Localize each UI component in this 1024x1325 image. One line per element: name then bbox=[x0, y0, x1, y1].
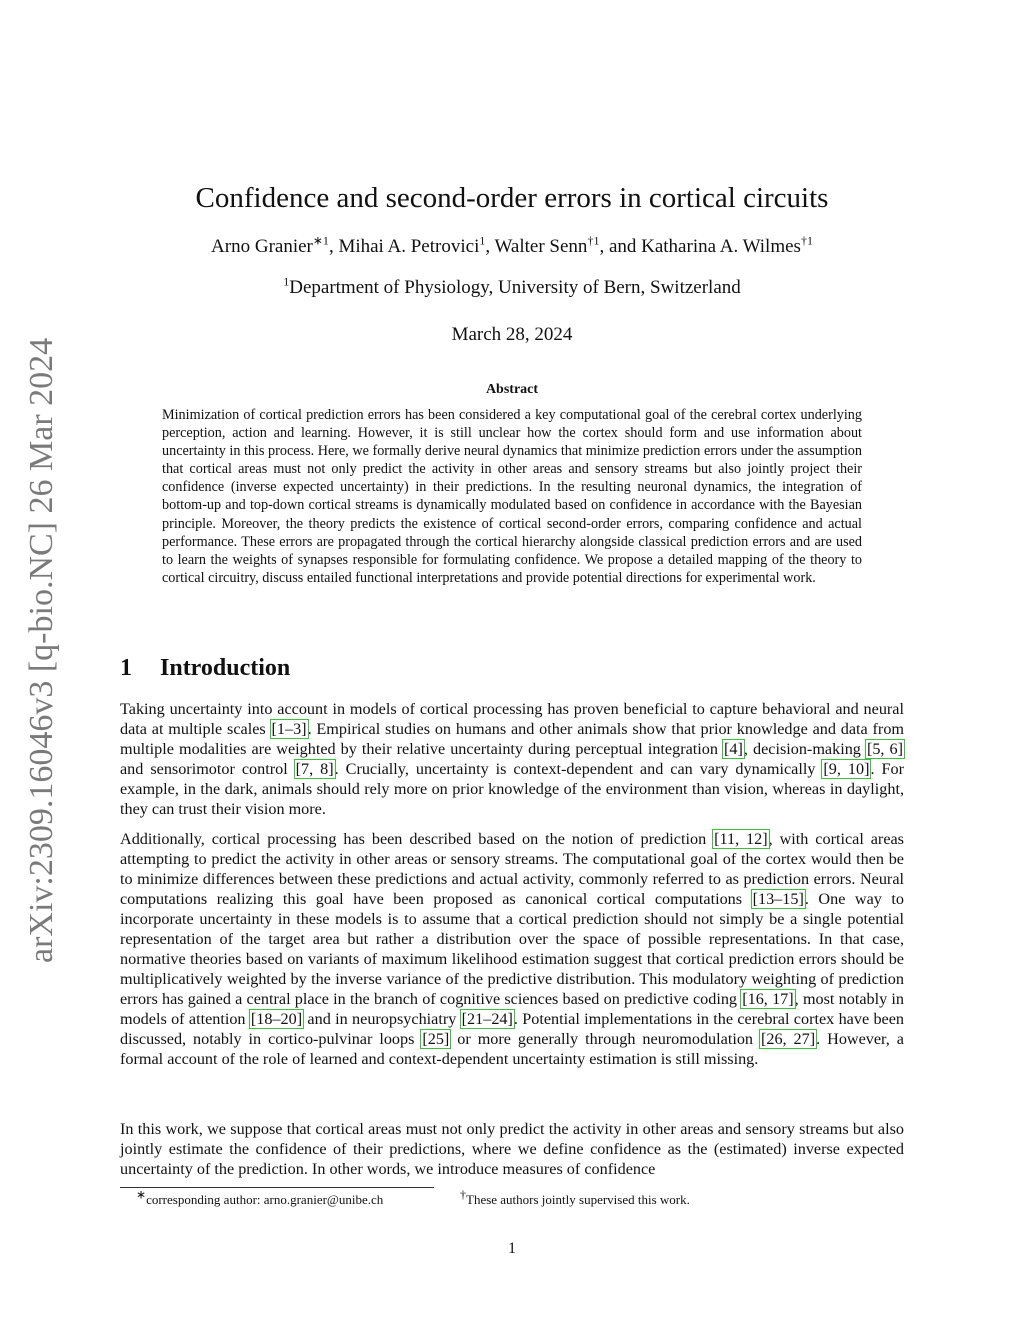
affiliation bbox=[0, 274, 1024, 299]
body-paragraph: In this work, we suppose that cortical areas must not only predict the activity in other areas and sensory streams but also jointly estimate the confidence of their predictions, where we define confidence as the (estimated) inverse expected uncertainty of the prediction. In other words, we introduce measures of confidence bbox=[120, 1120, 904, 1178]
footnote-supervision bbox=[460, 1187, 690, 1208]
footnote-mark: † bbox=[460, 1187, 466, 1202]
citation-link[interactable]: [18–20] bbox=[250, 1010, 303, 1028]
citation-link[interactable]: [9, 10] bbox=[823, 760, 870, 778]
citation-link[interactable]: [13–15] bbox=[752, 890, 804, 908]
citation-link[interactable]: [25] bbox=[422, 1030, 450, 1048]
affiliation-mark: 1 bbox=[283, 274, 290, 289]
author-list bbox=[0, 233, 1024, 258]
footnote-rule bbox=[120, 1187, 434, 1188]
citation-link[interactable]: [11, 12] bbox=[714, 830, 768, 848]
author-name: Katharina A. Wilmes bbox=[641, 236, 801, 257]
citation-link[interactable]: [26, 27] bbox=[760, 1030, 816, 1048]
abstract-body: Minimization of cortical prediction errors has been considered a key computational goal of the cerebral cortex underlying perception, action and learning. However, it is still unclear how the cortex should form and use information about uncertainty in this process. Here, we formally derive neural dynamics that minimize prediction errors under the assumption that cortical areas must not only predict the activity in other areas and sensory streams but also jointly project their confidence (inverse expected uncertainty) in their predictions. In the resulting neuronal dynamics, the integration of bottom-up and top-down cortical streams is dynamically modulated based on confidence in accordance with the Bayesian principle. Moreover, the theory predicts the existence of cortical second-order errors, comparing confidence and actual performance. These errors are propagated through the cortical hierarchy alongside classical prediction errors and are used to learn the weights of synapses responsible for formulating confidence. We propose a detailed mapping of the theory to cortical circuitry, discuss entailed functional interpretations and provide potential directions for experimental work. bbox=[162, 407, 862, 586]
body-paragraph: Additionally, cortical processing has been described based on the notion of prediction [11, 12], with cortical areas attempting to predict the activity in other areas or sensory streams. The computational goal of the cortex would then be to minimize differences between these predictions and actual activity, commonly referred to as prediction errors. Neural computations realizing this goal have been proposed as canonical cortical computations [13–15]. One way to incorporate uncertainty in these models is to assume that a cortical prediction should not simply be a single potential representation of the target area but rather a distribution over the space of possible representations. In that case, normative theories based on variants of maximum likelihood estimation suggest that cortical prediction errors should be multiplicatively weighted by the inverse variance of the predictive distribution. This modulatory weighting of prediction errors has gained a central place in the branch of cognitive sciences based on predictive coding [16, 17], most notably in models of attention [18–20] and in neuropsychiatry [21–24]. Potential implementations in the cerebral cortex have been discussed, notably in cortico-pulvinar loops [25] or more generally through neuromodulation [26, 27]. However, a formal account of the role of learned and context-dependent uncertainty estimation is still missing. bbox=[120, 830, 905, 1068]
section-title: Introduction bbox=[160, 655, 291, 681]
affiliation-text: Department of Physiology, University of Bern, Switzerland bbox=[289, 277, 741, 298]
author-mark: ∗1 bbox=[312, 233, 329, 248]
footnote-text: These authors jointly supervised this work. bbox=[466, 1192, 690, 1207]
section-heading bbox=[120, 655, 290, 682]
citation-link[interactable]: [1–3] bbox=[271, 720, 307, 738]
author-name: Mihai A. Petrovici bbox=[338, 236, 480, 257]
body-paragraph: Taking uncertainty into account in models of cortical processing has proven beneficial to capture behavioral and neural data at multiple scales [1–3]. Empirical studies on humans and other animals show that prior knowledge and data from multiple modalities are weighted by their relative uncertainty during perceptual integration [4], decision-making [5, 6] and sensorimotor control [7, 8]. Crucially, uncertainty is context-dependent and can vary dynamically [9, 10]. For example, in the dark, animals should rely more on prior knowledge of the environment than vision, whereas in daylight, they can trust their vision more. bbox=[120, 700, 905, 818]
author-separator: , bbox=[328, 236, 339, 257]
section-number: 1 bbox=[120, 655, 132, 681]
author-name: Walter Senn bbox=[494, 236, 588, 257]
author-mark: †1 bbox=[587, 233, 600, 248]
author-name: Arno Granier bbox=[211, 236, 313, 257]
citation-link[interactable]: [4] bbox=[724, 740, 743, 758]
footnote-mark: ∗ bbox=[136, 1187, 147, 1202]
abstract-heading: Abstract bbox=[485, 382, 539, 397]
author-separator: , bbox=[485, 236, 495, 257]
publication-date: March 28, 2024 bbox=[451, 324, 573, 345]
footnote-text: corresponding author: arno.granier@unibe.ch bbox=[146, 1192, 384, 1207]
author-mark: †1 bbox=[800, 233, 813, 248]
author-separator: , and bbox=[599, 236, 642, 257]
citation-link[interactable]: [16, 17] bbox=[742, 990, 794, 1008]
citation-link[interactable]: [21–24] bbox=[461, 1010, 513, 1028]
paper-title: Confidence and second-order errors in cortical circuits bbox=[195, 182, 829, 214]
citation-link[interactable]: [7, 8] bbox=[295, 760, 334, 778]
arxiv-side-label: arXiv:2309.16046v3 [q-bio.NC] 26 Mar 2024 bbox=[23, 337, 60, 963]
citation-link[interactable]: [5, 6] bbox=[866, 740, 904, 758]
author-mark: 1 bbox=[479, 233, 486, 248]
footnote-corresponding bbox=[136, 1187, 384, 1208]
page-number: 1 bbox=[508, 1240, 516, 1257]
